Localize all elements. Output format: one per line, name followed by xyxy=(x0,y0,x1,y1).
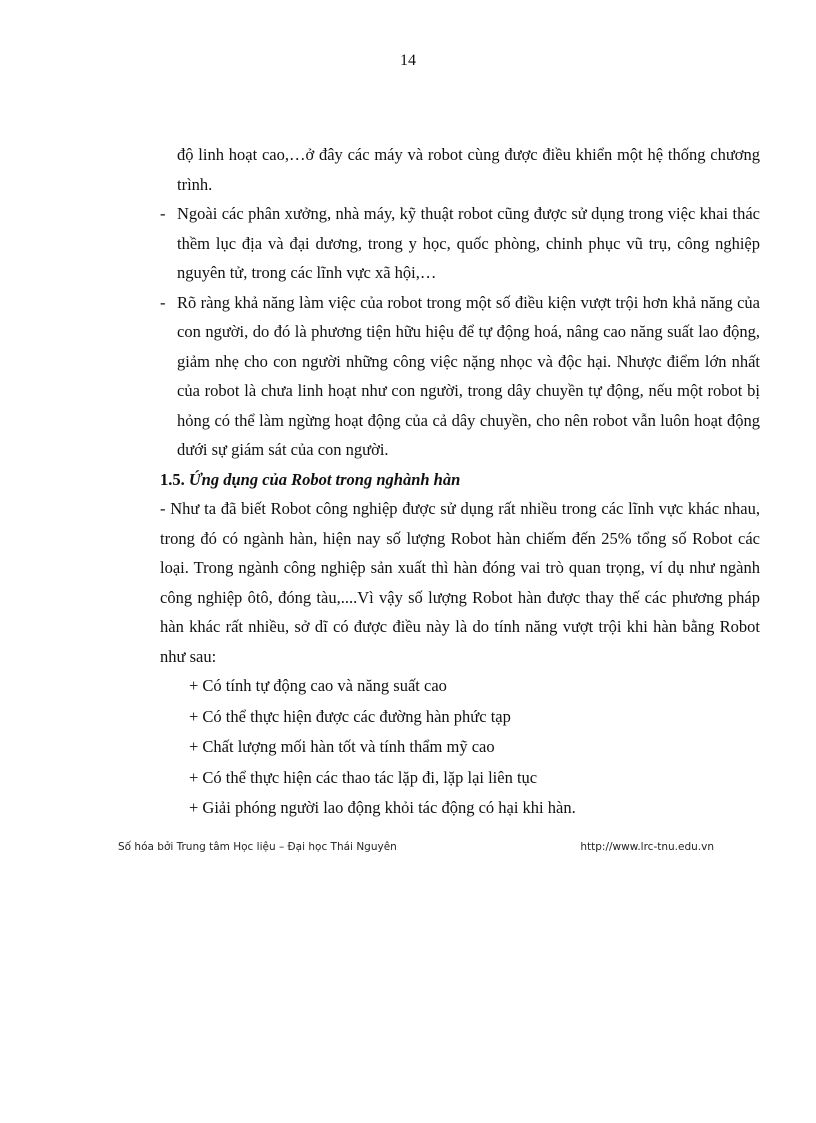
list-item: + Giải phóng người lao động khỏi tác động có hại khi hàn. xyxy=(189,798,576,817)
footer-source: Số hóa bởi Trung tâm Học liệu – Đại học Thái Nguyên xyxy=(118,841,397,853)
bullet-marker: - xyxy=(160,292,166,312)
list-item: + Chất lượng mối hàn tốt và tính thẩm mỹ cao xyxy=(189,737,495,756)
continuation-paragraph: độ linh hoạt cao,…ở đây các máy và robot cùng được điều khiển một hệ thống chương trình. xyxy=(177,145,760,194)
list-item: + Có tính tự động cao và năng suất cao xyxy=(189,676,447,695)
section-paragraph: - Như ta đã biết Robot công nghiệp được sử dụng rất nhiều trong các lĩnh vực khác nhau, trong đó có ngành hàn, hiện nay số lượng Robot hàn chiếm đến 25% tổng số Robot các loại. Trong ngành công nghiệp sản xuất thì hàn đóng vai trò quan trọng, ví dụ như ngành công nghiệp ôtô, đóng tàu,....Vì vậy số lượng Robot hàn được thay thế các phương pháp hàn khác rất nhiều, sở dĩ có được điều này là do tính năng vượt trội khi hàn bằng Robot như sau: xyxy=(160,499,760,666)
list-item: + Có thể thực hiện các thao tác lặp đi, lặp lại liên tục xyxy=(189,767,538,787)
advantages-list xyxy=(160,671,760,824)
section-title: Ứng dụng của Robot trong nghành hàn xyxy=(188,469,461,489)
bullet-item xyxy=(160,288,760,465)
document-body xyxy=(160,140,760,824)
section-heading xyxy=(160,465,760,495)
bullet-marker: - xyxy=(160,204,166,223)
bullet-item xyxy=(160,199,760,288)
section-number: 1.5. xyxy=(160,469,185,489)
bullet-text: Rõ ràng khả năng làm việc của robot trong một số điều kiện vượt trội hơn khả năng của con người, do đó là phương tiện hữu hiệu để tự động hoá, nâng cao năng suất lao động, giảm nhẹ cho con người những công việc nặng nhọc và độc hại. Nhược điểm lớn nhất của robot là chưa linh hoạt như con người, trong dây chuyền tự động, nếu một robot bị hỏng có thể làm ngừng hoạt động của cả dây chuyền, cho nên robot vẫn luôn hoạt động dưới sự giám sát của con người. xyxy=(177,292,760,459)
page-number: 14 xyxy=(400,52,416,69)
bullet-text: Ngoài các phân xưởng, nhà máy, kỹ thuật robot cũng được sử dụng trong việc khai thác thềm lục địa và đại dương, trong y học, quốc phòng, chinh phục vũ trụ, công nghiệp nguyên tử, trong các lĩnh vực xã hội,… xyxy=(177,204,760,282)
footer-url: http://www.lrc-tnu.edu.vn xyxy=(580,841,714,853)
list-item: + Có thể thực hiện được các đường hàn phức tạp xyxy=(189,706,511,726)
